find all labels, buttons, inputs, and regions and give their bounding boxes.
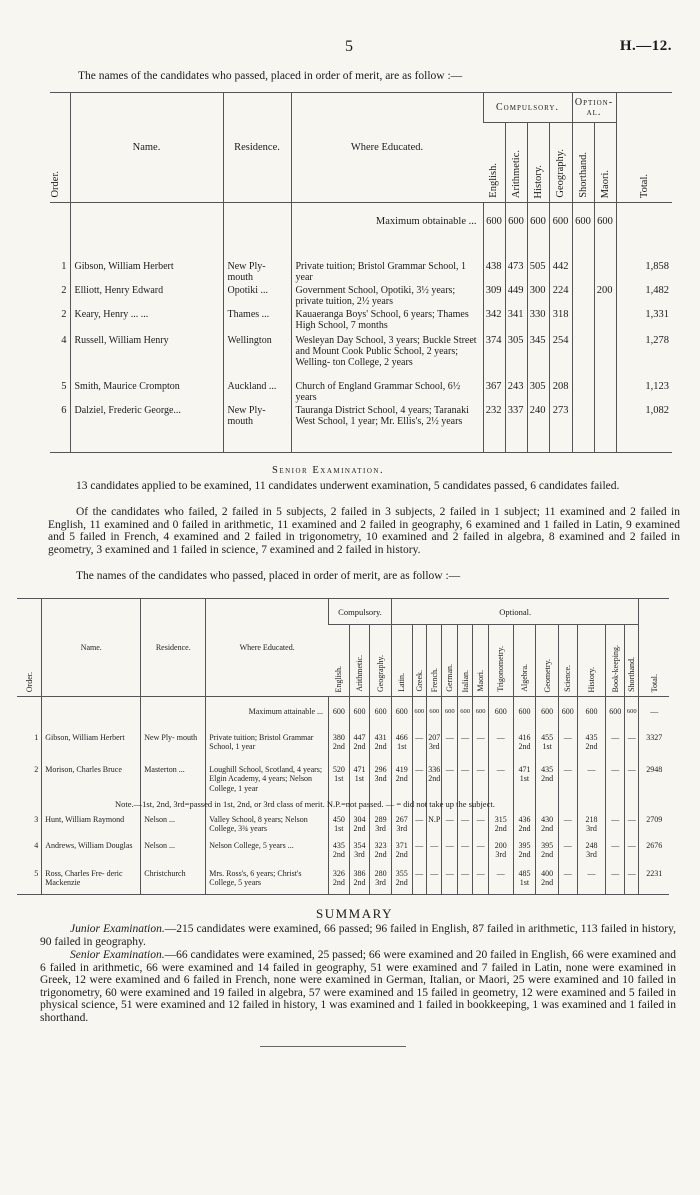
row-order: 5 xyxy=(61,380,67,392)
row-arithmetic: 243 xyxy=(505,381,527,405)
row-score: — xyxy=(559,733,578,765)
senior-results-table xyxy=(17,598,669,895)
row-score: — xyxy=(473,841,488,869)
col-history: History. xyxy=(532,164,544,198)
col-name: Name. xyxy=(80,643,102,652)
row-maori xyxy=(594,335,616,381)
row-residence: Opotiki ... xyxy=(223,285,291,309)
table-note: Note.—1st, 2nd, 3rd=passed in 1st, 2nd, or 3rd class of merit. N.P.=not passed. — = did not take up the subject. xyxy=(115,799,495,809)
col-geography: Geography. xyxy=(555,149,566,198)
max-value: 600 xyxy=(606,697,625,727)
row-name: Keary, Henry ... ... xyxy=(70,309,223,335)
col-arithmetic: Arithmetic. xyxy=(510,149,522,198)
row-score: 485 1st xyxy=(513,869,536,895)
row-name: Ross, Charles Fre- deric Mackenzie xyxy=(42,869,141,895)
row-score: 336 2nd xyxy=(427,765,442,815)
row-shorthand xyxy=(572,405,594,453)
row-arithmetic: 341 xyxy=(505,309,527,335)
row-order: 2 xyxy=(61,284,67,296)
row-score: — xyxy=(457,765,472,815)
row-order: 1 xyxy=(61,260,67,272)
row-score: — xyxy=(412,841,426,869)
row-total: 1,331 xyxy=(616,309,672,335)
row-where: Wesleyan Day School, 3 years; Buckle Street and Mount Cook Public School, 2 years; Welling- ton College, 2 years xyxy=(291,335,483,381)
row-score: — xyxy=(457,869,472,895)
row-geography: 273 xyxy=(549,405,572,453)
row-total: 2709 xyxy=(639,815,669,841)
max-value: 600 xyxy=(412,697,426,727)
row-total: 3327 xyxy=(639,733,669,765)
col-subject: English. xyxy=(334,665,344,692)
row-score: 431 2nd xyxy=(370,733,392,765)
max-value: 600 xyxy=(427,697,442,727)
table-row xyxy=(17,815,669,841)
col-subject: Shorthand. xyxy=(627,657,637,692)
table-row xyxy=(17,841,669,869)
row-score: 326 2nd xyxy=(329,869,350,895)
row-shorthand xyxy=(572,309,594,335)
row-name: Gibson, William Herbert xyxy=(70,261,223,285)
row-score: 323 2nd xyxy=(370,841,392,869)
row-history: 305 xyxy=(527,381,549,405)
col-subject: Book-keeping. xyxy=(610,644,620,692)
col-subject: Maori. xyxy=(476,670,486,692)
row-score: 207 3rd xyxy=(427,733,442,765)
document-reference: H.—12. xyxy=(619,38,672,54)
row-score: — xyxy=(427,869,442,895)
row-score: 380 2nd xyxy=(329,733,350,765)
table-row xyxy=(50,335,672,381)
max-value: 600 xyxy=(329,697,350,727)
max-value: 600 xyxy=(486,216,502,228)
row-score: 371 2nd xyxy=(391,841,412,869)
row-score: 435 2nd xyxy=(329,841,350,869)
row-where: Mrs. Ross's, 6 years; Christ's College, 5 years xyxy=(206,869,329,895)
row-residence: Masterton ... xyxy=(141,765,206,815)
row-order: 1 xyxy=(34,732,39,742)
row-history: 240 xyxy=(527,405,549,453)
row-score: — xyxy=(625,869,639,895)
max-value: 600 xyxy=(457,697,472,727)
row-score: — xyxy=(473,815,488,841)
row-score: 289 3rd xyxy=(370,815,392,841)
row-where: Private tuition; Bristol Grammar School, 1 year xyxy=(291,261,483,285)
row-score: 450 1st xyxy=(329,815,350,841)
table-row xyxy=(50,381,672,405)
row-score: — xyxy=(473,869,488,895)
row-score: — xyxy=(559,869,578,895)
row-score: 430 2nd xyxy=(536,815,559,841)
col-shorthand: Shorthand. xyxy=(577,152,589,198)
row-residence: Auckland ... xyxy=(223,381,291,405)
row-score: — xyxy=(606,765,625,815)
row-score: 355 2nd xyxy=(391,869,412,895)
col-total: Total. xyxy=(649,673,659,692)
max-value: 600 xyxy=(508,216,524,228)
row-score: — xyxy=(412,815,426,841)
closing-rule xyxy=(260,1046,406,1047)
max-value: 600 xyxy=(513,697,536,727)
row-residence: Thames ... xyxy=(223,309,291,335)
row-shorthand xyxy=(572,335,594,381)
row-total: 1,082 xyxy=(616,405,672,453)
senior-paragraph-2: Of the candidates who failed, 2 failed in 5 subjects, 2 failed in 3 subjects, 2 failed in 1 subject; 11 examined and 2 failed in English, 11 examined and 0 failed in arithmetic, 11 examined and 2 failed in geography, 6 examined and 1 failed in Latin, 9 examined and 5 failed in French, 4 examined and 2 failed in trigonometry, 10 examined and 2 failed in algebra, 8 examined and 2 failed in geometry, 3 examined and 1 failed in science, 7 examined and 2 failed in history. xyxy=(48,506,680,556)
max-value: — xyxy=(639,697,669,727)
summary-senior-label: Senior Examination. xyxy=(70,949,165,961)
col-subject: Trigonometry. xyxy=(496,646,506,692)
row-name: Russell, William Henry xyxy=(70,335,223,381)
row-where: Nelson College, 5 years ... xyxy=(206,841,329,869)
row-total: 2676 xyxy=(639,841,669,869)
row-score: 436 2nd xyxy=(513,815,536,841)
row-name: Smith, Maurice Crompton xyxy=(70,381,223,405)
max-label: Maximum obtainable ... xyxy=(375,216,477,228)
row-arithmetic: 337 xyxy=(505,405,527,453)
row-name: Gibson, William Herbert xyxy=(42,733,141,765)
row-score: 248 3rd xyxy=(577,841,606,869)
senior-paragraph-1: 13 candidates applied to be examined, 11 candidates underwent examination, 5 candidates passed, 6 candidates failed. xyxy=(76,480,620,492)
row-score: — xyxy=(606,733,625,765)
row-total: 2948 xyxy=(639,765,669,815)
col-compulsory: Compulsory. xyxy=(338,606,382,617)
row-score: 416 2nd xyxy=(513,733,536,765)
row-residence: New Ply- mouth xyxy=(223,405,291,453)
senior-paragraph-3: The names of the candidates who passed, placed in order of merit, are as follow :— xyxy=(76,570,461,582)
row-score: 471 1st xyxy=(349,765,370,815)
row-where: Church of England Grammar School, 6½ years xyxy=(291,381,483,405)
row-score: — xyxy=(427,841,442,869)
col-subject: German. xyxy=(445,664,455,692)
row-english: 374 xyxy=(483,335,505,381)
col-subject: Latin. xyxy=(397,673,407,692)
row-order: 2 xyxy=(61,308,67,320)
row-score: 218 3rd xyxy=(577,815,606,841)
row-score: — xyxy=(625,815,639,841)
row-where: Loughill School, Scotland, 4 years; Elgin Academy, 4 years; Nelson College, 1 year xyxy=(206,765,329,815)
row-score: — xyxy=(473,765,488,815)
row-score: 354 3rd xyxy=(349,841,370,869)
row-score: — xyxy=(412,733,426,765)
max-value: 600 xyxy=(575,216,591,228)
row-name: Dalziel, Frederic George... xyxy=(70,405,223,453)
col-residence: Residence. xyxy=(155,643,191,652)
row-maori xyxy=(594,405,616,453)
row-score: — xyxy=(559,765,578,815)
row-name: Andrews, William Douglas xyxy=(42,841,141,869)
row-name: Elliott, Henry Edward xyxy=(70,285,223,309)
row-score: — xyxy=(442,733,457,765)
max-value: 600 xyxy=(473,697,488,727)
row-score: — xyxy=(606,815,625,841)
row-geography: 318 xyxy=(549,309,572,335)
row-order: 2 xyxy=(34,764,39,774)
col-total: Total. xyxy=(638,173,650,198)
col-subject: Greek. xyxy=(414,670,424,692)
row-history: 330 xyxy=(527,309,549,335)
row-where: Private tuition; Bristol Grammar School, 1 year xyxy=(206,733,329,765)
row-score: — xyxy=(412,765,426,815)
row-where: Kauaeranga Boys' School, 6 years; Thames High School, 7 months xyxy=(291,309,483,335)
row-score: — xyxy=(488,869,513,895)
max-value: 600 xyxy=(391,697,412,727)
row-residence: Wellington xyxy=(223,335,291,381)
col-subject: Arithmetic. xyxy=(354,655,364,692)
row-maori xyxy=(594,309,616,335)
row-score: — xyxy=(457,841,472,869)
junior-intro: The names of the candidates who passed, placed in order of merit, are as follow :— xyxy=(78,70,463,82)
row-arithmetic: 305 xyxy=(505,335,527,381)
row-score: 296 3nd xyxy=(370,765,392,815)
col-subject: History. xyxy=(587,666,596,692)
row-total: 1,123 xyxy=(616,381,672,405)
max-value: 600 xyxy=(625,697,639,727)
max-value: 600 xyxy=(559,697,578,727)
senior-heading: Senior Examination. xyxy=(272,465,385,476)
row-history: 300 xyxy=(527,285,549,309)
row-score: — xyxy=(442,869,457,895)
row-history: 505 xyxy=(527,261,549,285)
max-row xyxy=(50,203,672,241)
row-total: 1,858 xyxy=(616,261,672,285)
table-row xyxy=(17,869,669,895)
table-row xyxy=(50,405,672,453)
row-geography: 224 xyxy=(549,285,572,309)
row-where: Valley School, 8 years; Nelson College, 3¾ years xyxy=(206,815,329,841)
row-score: 280 3rd xyxy=(370,869,392,895)
max-value: 600 xyxy=(530,216,546,228)
row-score: — xyxy=(625,841,639,869)
table-row xyxy=(50,309,672,335)
row-residence: New Ply- mouth xyxy=(223,261,291,285)
table-row xyxy=(50,261,672,285)
row-shorthand xyxy=(572,381,594,405)
row-score: — xyxy=(442,765,457,815)
max-value: 600 xyxy=(577,697,606,727)
row-english: 342 xyxy=(483,309,505,335)
row-order: 5 xyxy=(17,869,42,895)
max-row xyxy=(17,697,669,727)
row-score: 466 1st xyxy=(391,733,412,765)
row-score: 386 2nd xyxy=(349,869,370,895)
summary-senior xyxy=(40,949,676,1025)
row-english: 367 xyxy=(483,381,505,405)
summary-senior-text: —66 candidates were examined, 25 passed; 66 were examined and 20 failed in English, 66 were examined and 6 failed in arithmetic, 66 were examined and 14 failed in geography, 51 were examined and 7 failed in Latin, none were examined in Greek, 12 were examined and 6 failed in French, none were examined in German, Italian, or Maori, 25 were examined and 10 failed in trigonometry, 60 were examined and 19 failed in algebra, 57 were examined and 15 failed in geometry, 12 were examined and 5 failed in physical science, 51 were examined and 12 failed in history, 1 was examined and 1 failed in bookkeeping, 1 was examined and 1 failed in shorthand. xyxy=(40,949,676,1024)
row-score: 520 1st xyxy=(329,765,350,815)
row-score: — xyxy=(488,733,513,765)
row-total: 2231 xyxy=(639,869,669,895)
table-row xyxy=(50,285,672,309)
col-optional: Optional. xyxy=(499,606,532,617)
row-score: 267 3rd xyxy=(391,815,412,841)
summary-junior-text: —215 candidates were examined, 66 passed; 96 failed in English, 87 failed in arithmetic, 113 failed in history, 90 failed in geography. xyxy=(40,923,676,948)
row-score: — xyxy=(488,765,513,815)
col-optional: Option- al. xyxy=(574,96,614,118)
row-score: — xyxy=(412,869,426,895)
row-score: — xyxy=(577,869,606,895)
row-score: 471 1st xyxy=(513,765,536,815)
max-value: 600 xyxy=(536,697,559,727)
col-maori: Maori. xyxy=(599,169,611,198)
row-score: 395 2nd xyxy=(536,841,559,869)
row-total: 1,482 xyxy=(616,285,672,309)
row-name: Morison, Charles Bruce xyxy=(42,765,141,815)
col-english: English. xyxy=(488,163,500,198)
row-score: 395 2nd xyxy=(513,841,536,869)
row-geography: 254 xyxy=(549,335,572,381)
row-residence: New Ply- mouth xyxy=(141,733,206,765)
row-english: 309 xyxy=(483,285,505,309)
row-score: — xyxy=(442,815,457,841)
row-history: 345 xyxy=(527,335,549,381)
row-score: 435 2nd xyxy=(536,765,559,815)
row-score: 435 2nd xyxy=(577,733,606,765)
max-label: Maximum attainable ... xyxy=(248,707,324,717)
row-residence: Nelson ... xyxy=(141,841,206,869)
row-score: 419 2nd xyxy=(391,765,412,815)
row-score: 315 2nd xyxy=(488,815,513,841)
col-subject: Algebra. xyxy=(519,664,529,692)
row-score: N.P xyxy=(427,815,442,841)
col-residence: Residence. xyxy=(234,142,280,153)
max-value: 600 xyxy=(442,697,457,727)
row-total: 1,278 xyxy=(616,335,672,381)
row-where: Tauranga District School, 4 years; Taranaki West School, 1 year; Mr. Ellis's, 2½ years xyxy=(291,405,483,453)
col-compulsory: Compulsory. xyxy=(496,102,559,113)
row-maori xyxy=(594,261,616,285)
row-score: — xyxy=(457,733,472,765)
max-value: 600 xyxy=(370,697,392,727)
row-score: — xyxy=(606,869,625,895)
row-score: — xyxy=(457,815,472,841)
table-row xyxy=(17,733,669,765)
row-maori: 200 xyxy=(594,285,616,309)
col-name: Name. xyxy=(132,142,161,153)
col-subject: Science. xyxy=(563,665,573,692)
col-subject: Geography. xyxy=(376,654,386,692)
junior-results-table xyxy=(50,92,672,453)
row-order: 6 xyxy=(50,405,70,453)
row-score: — xyxy=(625,733,639,765)
row-score: 447 2nd xyxy=(349,733,370,765)
row-score: — xyxy=(559,841,578,869)
row-residence: Nelson ... xyxy=(141,815,206,841)
row-geography: 442 xyxy=(549,261,572,285)
row-score: — xyxy=(559,815,578,841)
col-order: Order. xyxy=(50,171,61,198)
row-name: Hunt, William Raymond xyxy=(42,815,141,841)
summary-junior-label: Junior Examination. xyxy=(70,923,165,935)
summary-junior xyxy=(40,923,676,948)
col-subject: Geometry. xyxy=(542,658,552,692)
row-order: 3 xyxy=(34,814,39,824)
col-subject: French. xyxy=(429,667,439,692)
row-english: 438 xyxy=(483,261,505,285)
row-english: 232 xyxy=(483,405,505,453)
row-score: — xyxy=(625,765,639,815)
summary-heading: SUMMARY xyxy=(316,906,393,921)
row-arithmetic: 449 xyxy=(505,285,527,309)
max-value: 600 xyxy=(488,697,513,727)
max-value: 600 xyxy=(552,216,569,228)
row-where: Government School, Opotiki, 3½ years; private tuition, 2½ years xyxy=(291,285,483,309)
row-shorthand xyxy=(572,261,594,285)
row-score: 200 3rd xyxy=(488,841,513,869)
max-value: 600 xyxy=(349,697,370,727)
col-subject: Italian. xyxy=(460,669,470,692)
row-residence: Christchurch xyxy=(141,869,206,895)
col-order: Order. xyxy=(24,671,34,692)
row-score: 400 2nd xyxy=(536,869,559,895)
row-order: 4 xyxy=(34,840,39,850)
col-where-educated: Where Educated. xyxy=(350,142,424,153)
row-score: — xyxy=(606,841,625,869)
col-where-educated: Where Educated. xyxy=(239,643,295,652)
max-value: 600 xyxy=(597,216,613,228)
row-shorthand xyxy=(572,285,594,309)
row-score: 455 1st xyxy=(536,733,559,765)
row-geography: 208 xyxy=(549,381,572,405)
page-number: 5 xyxy=(345,38,353,55)
row-score: — xyxy=(577,765,606,815)
row-score: 304 2nd xyxy=(349,815,370,841)
row-arithmetic: 473 xyxy=(505,261,527,285)
row-maori xyxy=(594,381,616,405)
row-order: 4 xyxy=(61,334,67,346)
row-score: — xyxy=(473,733,488,765)
row-score: — xyxy=(442,841,457,869)
